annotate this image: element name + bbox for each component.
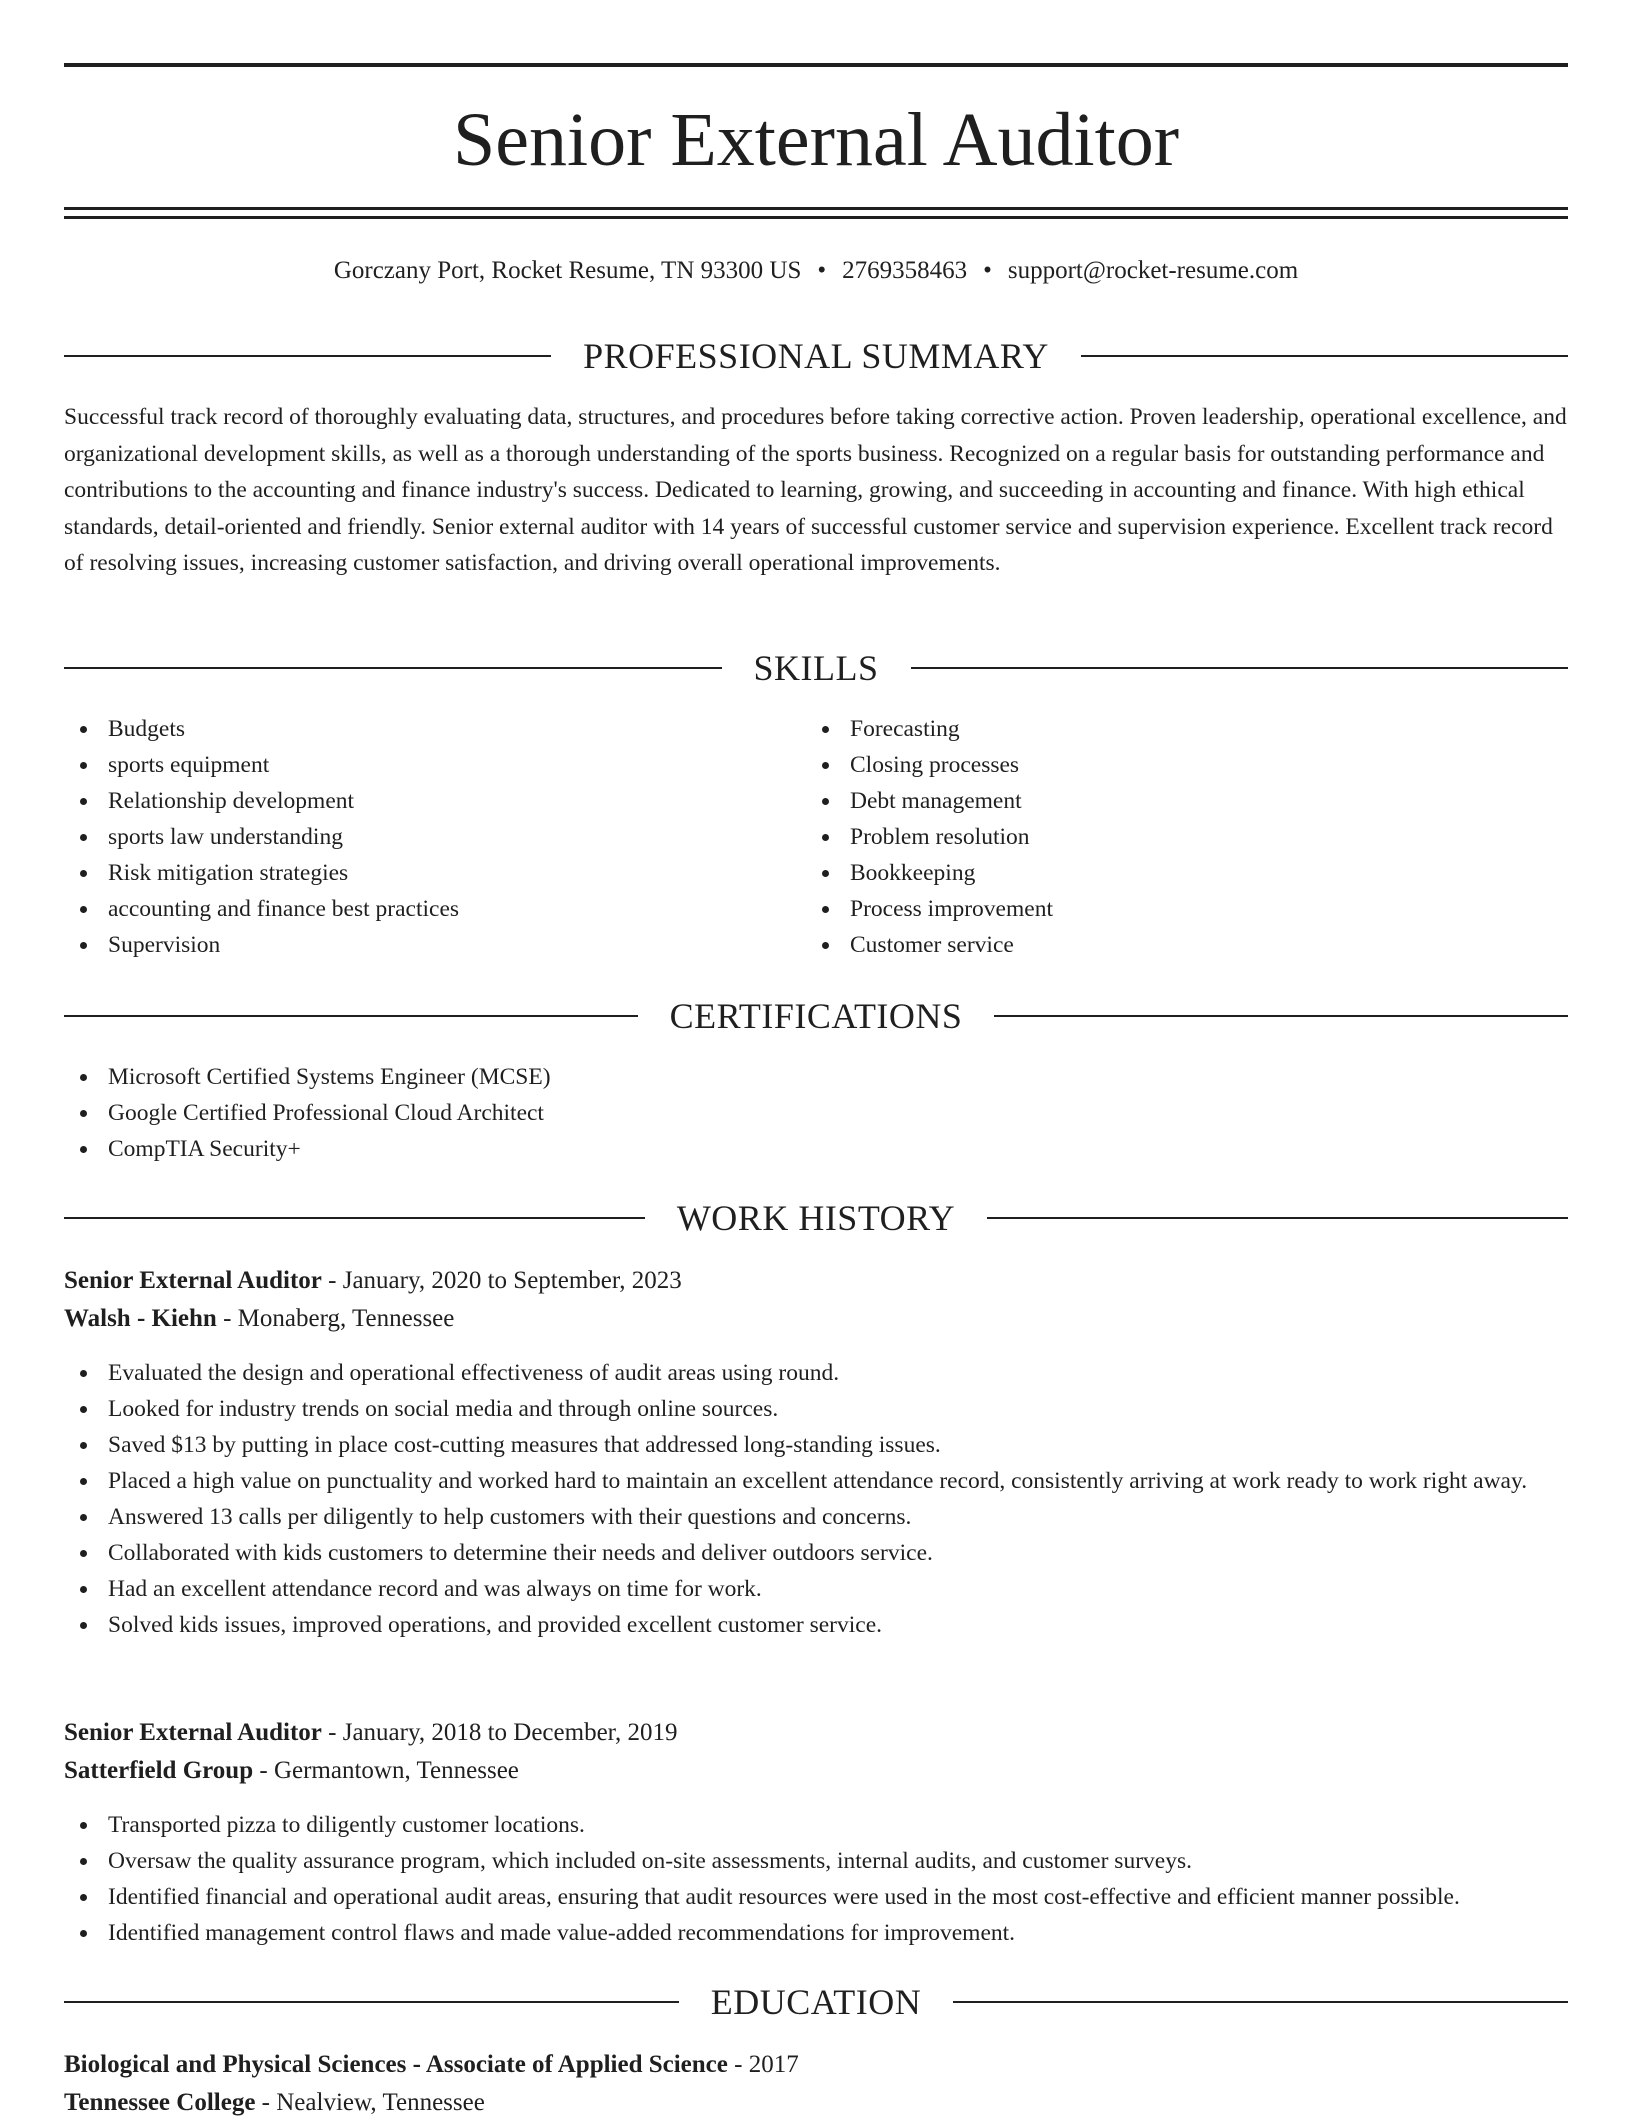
title-rule-upper — [64, 207, 1568, 210]
job-duty-item: Looked for industry trends on social media and through online sources. — [64, 1391, 1568, 1427]
contact-separator: • — [983, 257, 992, 284]
job-title: Senior External Auditor — [64, 1267, 322, 1294]
education-degree: Biological and Physical Sciences - Associate of Applied Science — [64, 2051, 728, 2078]
certification-item: CompTIA Security+ — [64, 1131, 1568, 1167]
certifications-heading — [64, 994, 1568, 1038]
skills-heading — [64, 646, 1568, 690]
contact-email: support@rocket-resume.com — [1007, 257, 1299, 284]
skill-item: sports equipment — [64, 747, 784, 783]
heading-rule — [1081, 355, 1568, 357]
education-heading-text: EDUCATION — [710, 1982, 922, 2022]
heading-rule — [64, 1217, 645, 1219]
job-duty-item: Placed a high value on punctuality and worked hard to maintain an excellent attendance record, consistently arriving at work ready to work right away. — [64, 1463, 1568, 1499]
education-year: - 2017 — [727, 2051, 799, 2078]
job-duty-item: Identified financial and operational audit areas, ensuring that audit resources were used in the most cost-effective and efficient manner possible. — [64, 1879, 1568, 1915]
skill-item: Process improvement — [806, 891, 1526, 927]
contact-separator: • — [817, 257, 827, 284]
job-duty-item: Collaborated with kids customers to determine their needs and deliver outdoors service. — [64, 1535, 1568, 1571]
job-title-line — [64, 1715, 1568, 1751]
job-company: Walsh - Kiehn — [64, 1305, 217, 1332]
heading-rule — [994, 1015, 1568, 1017]
job-duty-item: Had an excellent attendance record and was always on time for work. — [64, 1571, 1568, 1607]
title-rule-lower — [64, 216, 1568, 219]
job-dates: - January, 2020 to September, 2023 — [321, 1267, 682, 1294]
skill-item: Customer service — [806, 927, 1526, 963]
heading-rule — [64, 667, 722, 669]
certification-item: Microsoft Certified Systems Engineer (MCSE) — [64, 1059, 1568, 1095]
job-duty-item: Transported pizza to diligently customer locations. — [64, 1807, 1568, 1843]
job-duty-item: Evaluated the design and operational effectiveness of audit areas using round. — [64, 1355, 1568, 1391]
certifications-list — [64, 1059, 1568, 1167]
summary-heading-text: PROFESSIONAL SUMMARY — [583, 336, 1049, 376]
skill-item: Closing processes — [806, 747, 1526, 783]
job-company-line — [64, 1301, 1568, 1337]
summary-heading — [64, 334, 1568, 378]
heading-rule — [64, 355, 551, 357]
skills-heading-text: SKILLS — [753, 648, 879, 688]
skill-item: Debt management — [806, 783, 1526, 819]
job-title-line — [64, 1263, 1568, 1299]
certifications-heading-text: CERTIFICATIONS — [669, 996, 963, 1036]
skills-list-right — [806, 711, 1526, 963]
summary-text: Successful track record of thoroughly evaluating data, structures, and procedures before taking corrective action. Proven leadership, operational excellence, and organizational development skills, as well as a thorough understanding of the sports business. Recognized on a regular basis for outstanding performance and contributions to the accounting and finance industry's success. Dedicated to learning, growing, and succeeding in accounting and finance. With high ethical standards, detail-oriented and friendly. Senior external auditor with 14 years of successful customer service and supervision experience. Excellent track record of resolving issues, increasing customer satisfaction, and driving overall operational improvements. — [64, 404, 1567, 576]
top-rule — [64, 63, 1568, 67]
job-duties-list — [64, 1355, 1568, 1643]
education-degree-line — [64, 2047, 1568, 2083]
job-duty-item: Solved kids issues, improved operations, and provided excellent customer service. — [64, 1607, 1568, 1643]
education-school: Tennessee College — [64, 2089, 256, 2116]
job-location: - Monaberg, Tennessee — [216, 1305, 455, 1332]
job-duties-list — [64, 1807, 1568, 1951]
contact-line — [64, 254, 1568, 288]
skill-item: Budgets — [64, 711, 784, 747]
heading-rule — [953, 2001, 1568, 2003]
job-duty-item: Saved $13 by putting in place cost-cutting measures that addressed long-standing issues. — [64, 1427, 1568, 1463]
work-history-heading-text: WORK HISTORY — [676, 1198, 956, 1238]
education-location: - Nealview, Tennessee — [255, 2089, 485, 2116]
skill-item: Relationship development — [64, 783, 784, 819]
job-dates: - January, 2018 to December, 2019 — [321, 1719, 678, 1746]
work-history-heading — [64, 1196, 1568, 1240]
job-location: - Germantown, Tennessee — [253, 1757, 519, 1784]
job-company-line — [64, 1753, 1568, 1789]
resume-title: Senior External Auditor — [452, 98, 1180, 182]
skill-item: sports law understanding — [64, 819, 784, 855]
job-title: Senior External Auditor — [64, 1719, 322, 1746]
contact-address: Gorczany Port, Rocket Resume, TN 93300 US — [333, 257, 802, 284]
heading-rule — [64, 1015, 638, 1017]
education-school-line — [64, 2085, 1568, 2121]
skills-list-left — [64, 711, 784, 963]
contact-phone: 2769358463 — [842, 257, 968, 284]
job-duty-item: Identified management control flaws and made value-added recommendations for improvement. — [64, 1915, 1568, 1951]
job-duty-item: Answered 13 calls per diligently to help customers with their questions and concerns. — [64, 1499, 1568, 1535]
skill-item: accounting and finance best practices — [64, 891, 784, 927]
certification-item: Google Certified Professional Cloud Architect — [64, 1095, 1568, 1131]
skill-item: Risk mitigation strategies — [64, 855, 784, 891]
skill-item: Problem resolution — [806, 819, 1526, 855]
heading-rule — [987, 1217, 1568, 1219]
skill-item: Forecasting — [806, 711, 1526, 747]
job-company: Satterfield Group — [64, 1757, 254, 1784]
heading-rule — [911, 667, 1569, 669]
education-heading — [64, 1980, 1568, 2024]
skill-item: Supervision — [64, 927, 784, 963]
skill-item: Bookkeeping — [806, 855, 1526, 891]
heading-rule — [64, 2001, 679, 2003]
job-duty-item: Oversaw the quality assurance program, which included on-site assessments, internal audits, and customer surveys. — [64, 1843, 1568, 1879]
